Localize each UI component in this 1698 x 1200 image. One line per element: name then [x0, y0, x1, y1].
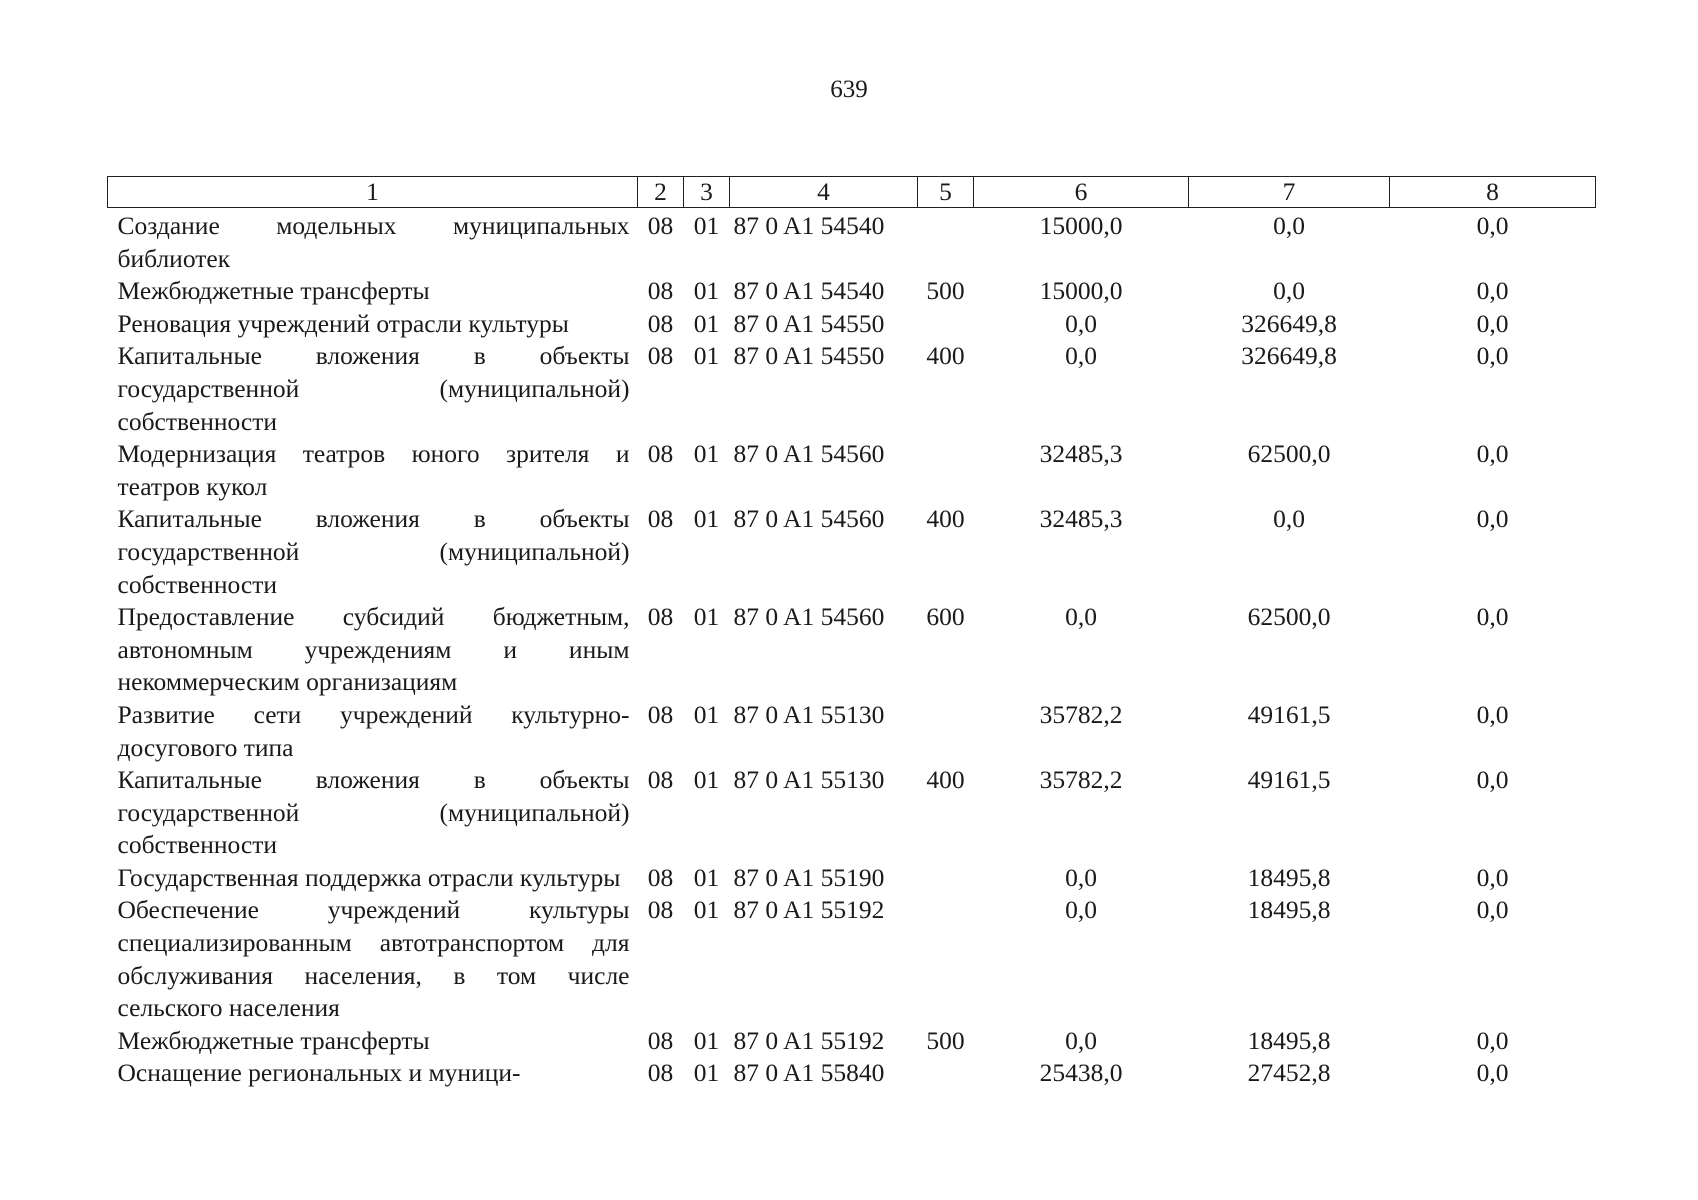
row-amount-col7: 0,0	[1273, 276, 1305, 306]
table-row	[108, 601, 1596, 699]
row-amount-col7: 49161,5	[1247, 765, 1331, 795]
row-amount-col7: 326649,8	[1241, 341, 1337, 371]
header-cell-8: 8	[1390, 177, 1596, 208]
row-name: Создание модельных муниципальных библиотек	[117, 211, 630, 273]
table-row	[108, 438, 1596, 503]
row-name: Предоставление субсидий бюджетным, автономным учреждениям и иным некоммерческим организациям	[117, 602, 630, 697]
row-section: 08	[647, 602, 674, 632]
row-target-code: 87 0 A1 54540	[733, 276, 885, 306]
row-expense-type: 500	[926, 1025, 965, 1055]
header-cell-1: 1	[108, 177, 638, 208]
row-section: 08	[647, 439, 674, 469]
row-subsection: 01	[693, 504, 720, 534]
row-target-code: 87 0 A1 55192	[733, 1025, 885, 1055]
row-name: Межбюджетные трансферты	[117, 1025, 430, 1055]
row-amount-col8: 0,0	[1476, 765, 1509, 795]
row-section: 08	[647, 699, 674, 729]
row-section: 08	[647, 276, 674, 306]
table-row	[108, 308, 1596, 341]
row-expense-type	[918, 208, 974, 276]
row-section: 08	[647, 895, 674, 925]
row-amount-col7: 49161,5	[1247, 699, 1331, 729]
row-subsection: 01	[693, 602, 720, 632]
row-amount-col8: 0,0	[1476, 699, 1509, 729]
row-subsection: 01	[693, 276, 720, 306]
row-subsection: 01	[693, 439, 720, 469]
row-section: 08	[647, 504, 674, 534]
row-amount-col6: 0,0	[1065, 341, 1097, 371]
row-target-code: 87 0 A1 54550	[733, 308, 885, 338]
row-amount-col6: 0,0	[1065, 862, 1097, 892]
row-amount-col8: 0,0	[1476, 862, 1509, 892]
row-amount-col8: 0,0	[1476, 1058, 1509, 1088]
row-amount-col6: 35782,2	[1039, 765, 1123, 795]
row-section: 08	[647, 308, 674, 338]
row-amount-col8: 0,0	[1476, 211, 1509, 240]
row-name: Межбюджетные трансферты	[117, 276, 430, 306]
row-expense-type: 400	[926, 341, 965, 371]
row-target-code: 87 0 A1 55130	[733, 699, 885, 729]
row-subsection: 01	[693, 1058, 720, 1088]
row-section: 08	[647, 1058, 674, 1088]
row-amount-col6: 25438,0	[1039, 1058, 1123, 1088]
row-target-code: 87 0 A1 54560	[733, 439, 885, 469]
row-expense-type	[918, 1057, 974, 1090]
row-amount-col6: 15000,0	[1039, 211, 1123, 240]
table-row	[108, 894, 1596, 1024]
row-name: Оснащение региональных и муници-	[117, 1058, 521, 1088]
row-section: 08	[647, 1025, 674, 1055]
row-expense-type: 400	[926, 504, 965, 534]
row-subsection: 01	[693, 211, 720, 240]
row-amount-col8: 0,0	[1476, 504, 1509, 534]
row-target-code: 87 0 A1 54560	[733, 504, 885, 534]
row-expense-type	[918, 862, 974, 895]
row-section: 08	[647, 211, 674, 240]
row-expense-type: 400	[926, 765, 965, 795]
table-row	[108, 699, 1596, 764]
row-subsection: 01	[693, 765, 720, 795]
row-name: Реновация учреждений отрасли культуры	[117, 308, 569, 338]
row-amount-col8: 0,0	[1476, 895, 1509, 925]
row-expense-type	[918, 699, 974, 764]
header-cell-7: 7	[1189, 177, 1390, 208]
budget-table	[107, 176, 1596, 1090]
header-cell-5: 5	[918, 177, 974, 208]
row-amount-col6: 0,0	[1065, 895, 1097, 925]
row-amount-col8: 0,0	[1476, 276, 1509, 306]
table-row	[108, 340, 1596, 438]
row-name: Капитальные вложения в объекты государственной (муниципальной) собственности	[117, 341, 630, 436]
table-row	[108, 1025, 1596, 1058]
header-cell-2: 2	[638, 177, 684, 208]
row-amount-col8: 0,0	[1476, 602, 1509, 632]
row-target-code: 87 0 A1 54540	[733, 211, 885, 240]
table-body	[108, 208, 1596, 1091]
row-amount-col7: 0,0	[1273, 211, 1305, 240]
row-amount-col6: 32485,3	[1039, 504, 1123, 534]
row-expense-type: 600	[926, 602, 965, 632]
row-expense-type	[918, 438, 974, 503]
row-name: Модернизация театров юного зрителя и театров кукол	[117, 439, 630, 501]
row-target-code: 87 0 A1 55190	[733, 862, 885, 892]
row-amount-col8: 0,0	[1476, 1025, 1509, 1055]
row-subsection: 01	[693, 308, 720, 338]
row-section: 08	[647, 765, 674, 795]
header-cell-6: 6	[974, 177, 1189, 208]
row-target-code: 87 0 A1 55840	[733, 1058, 885, 1088]
row-expense-type	[918, 308, 974, 341]
row-amount-col8: 0,0	[1476, 341, 1509, 371]
header-row	[108, 177, 1596, 208]
row-amount-col6: 35782,2	[1039, 699, 1123, 729]
header-cell-3: 3	[684, 177, 730, 208]
row-subsection: 01	[693, 895, 720, 925]
page-number: 639	[830, 76, 868, 103]
row-amount-col7: 0,0	[1273, 504, 1305, 534]
row-expense-type	[918, 894, 974, 1024]
row-amount-col6: 0,0	[1065, 1025, 1097, 1055]
row-amount-col6: 0,0	[1065, 308, 1097, 338]
table-row	[108, 1057, 1596, 1090]
row-section: 08	[647, 341, 674, 371]
table-row	[108, 275, 1596, 308]
table-row	[108, 503, 1596, 601]
row-amount-col7: 62500,0	[1247, 602, 1331, 632]
row-name: Государственная поддержка отрасли культуры	[117, 862, 621, 892]
row-expense-type: 500	[926, 276, 965, 306]
row-amount-col7: 18495,8	[1247, 895, 1331, 925]
row-amount-col7: 27452,8	[1247, 1058, 1331, 1088]
table-row	[108, 208, 1596, 276]
table-header	[108, 177, 1596, 208]
row-amount-col7: 18495,8	[1247, 1025, 1331, 1055]
row-subsection: 01	[693, 862, 720, 892]
row-amount-col6: 32485,3	[1039, 439, 1123, 469]
row-amount-col7: 326649,8	[1241, 308, 1337, 338]
row-amount-col8: 0,0	[1476, 308, 1509, 338]
table-row	[108, 862, 1596, 895]
row-name: Капитальные вложения в объекты государственной (муниципальной) собственности	[117, 765, 630, 860]
row-amount-col8: 0,0	[1476, 439, 1509, 469]
row-amount-col7: 18495,8	[1247, 862, 1331, 892]
row-amount-col6: 0,0	[1065, 602, 1097, 632]
row-section: 08	[647, 862, 674, 892]
row-target-code: 87 0 A1 55130	[733, 765, 885, 795]
table-row	[108, 764, 1596, 862]
header-cell-4: 4	[730, 177, 918, 208]
row-target-code: 87 0 A1 54550	[733, 341, 885, 371]
row-subsection: 01	[693, 341, 720, 371]
row-name: Обеспечение учреждений культуры специализированным автотранспортом для обслуживания населения, в том числе сельского населения	[117, 895, 630, 1023]
row-subsection: 01	[693, 699, 720, 729]
row-target-code: 87 0 A1 54560	[733, 602, 885, 632]
row-name: Развитие сети учреждений культурно-досугового типа	[117, 699, 630, 762]
row-subsection: 01	[693, 1025, 720, 1055]
row-amount-col7: 62500,0	[1247, 439, 1331, 469]
row-name: Капитальные вложения в объекты государственной (муниципальной) собственности	[117, 504, 630, 599]
row-target-code: 87 0 A1 55192	[733, 895, 885, 925]
row-amount-col6: 15000,0	[1039, 276, 1123, 306]
